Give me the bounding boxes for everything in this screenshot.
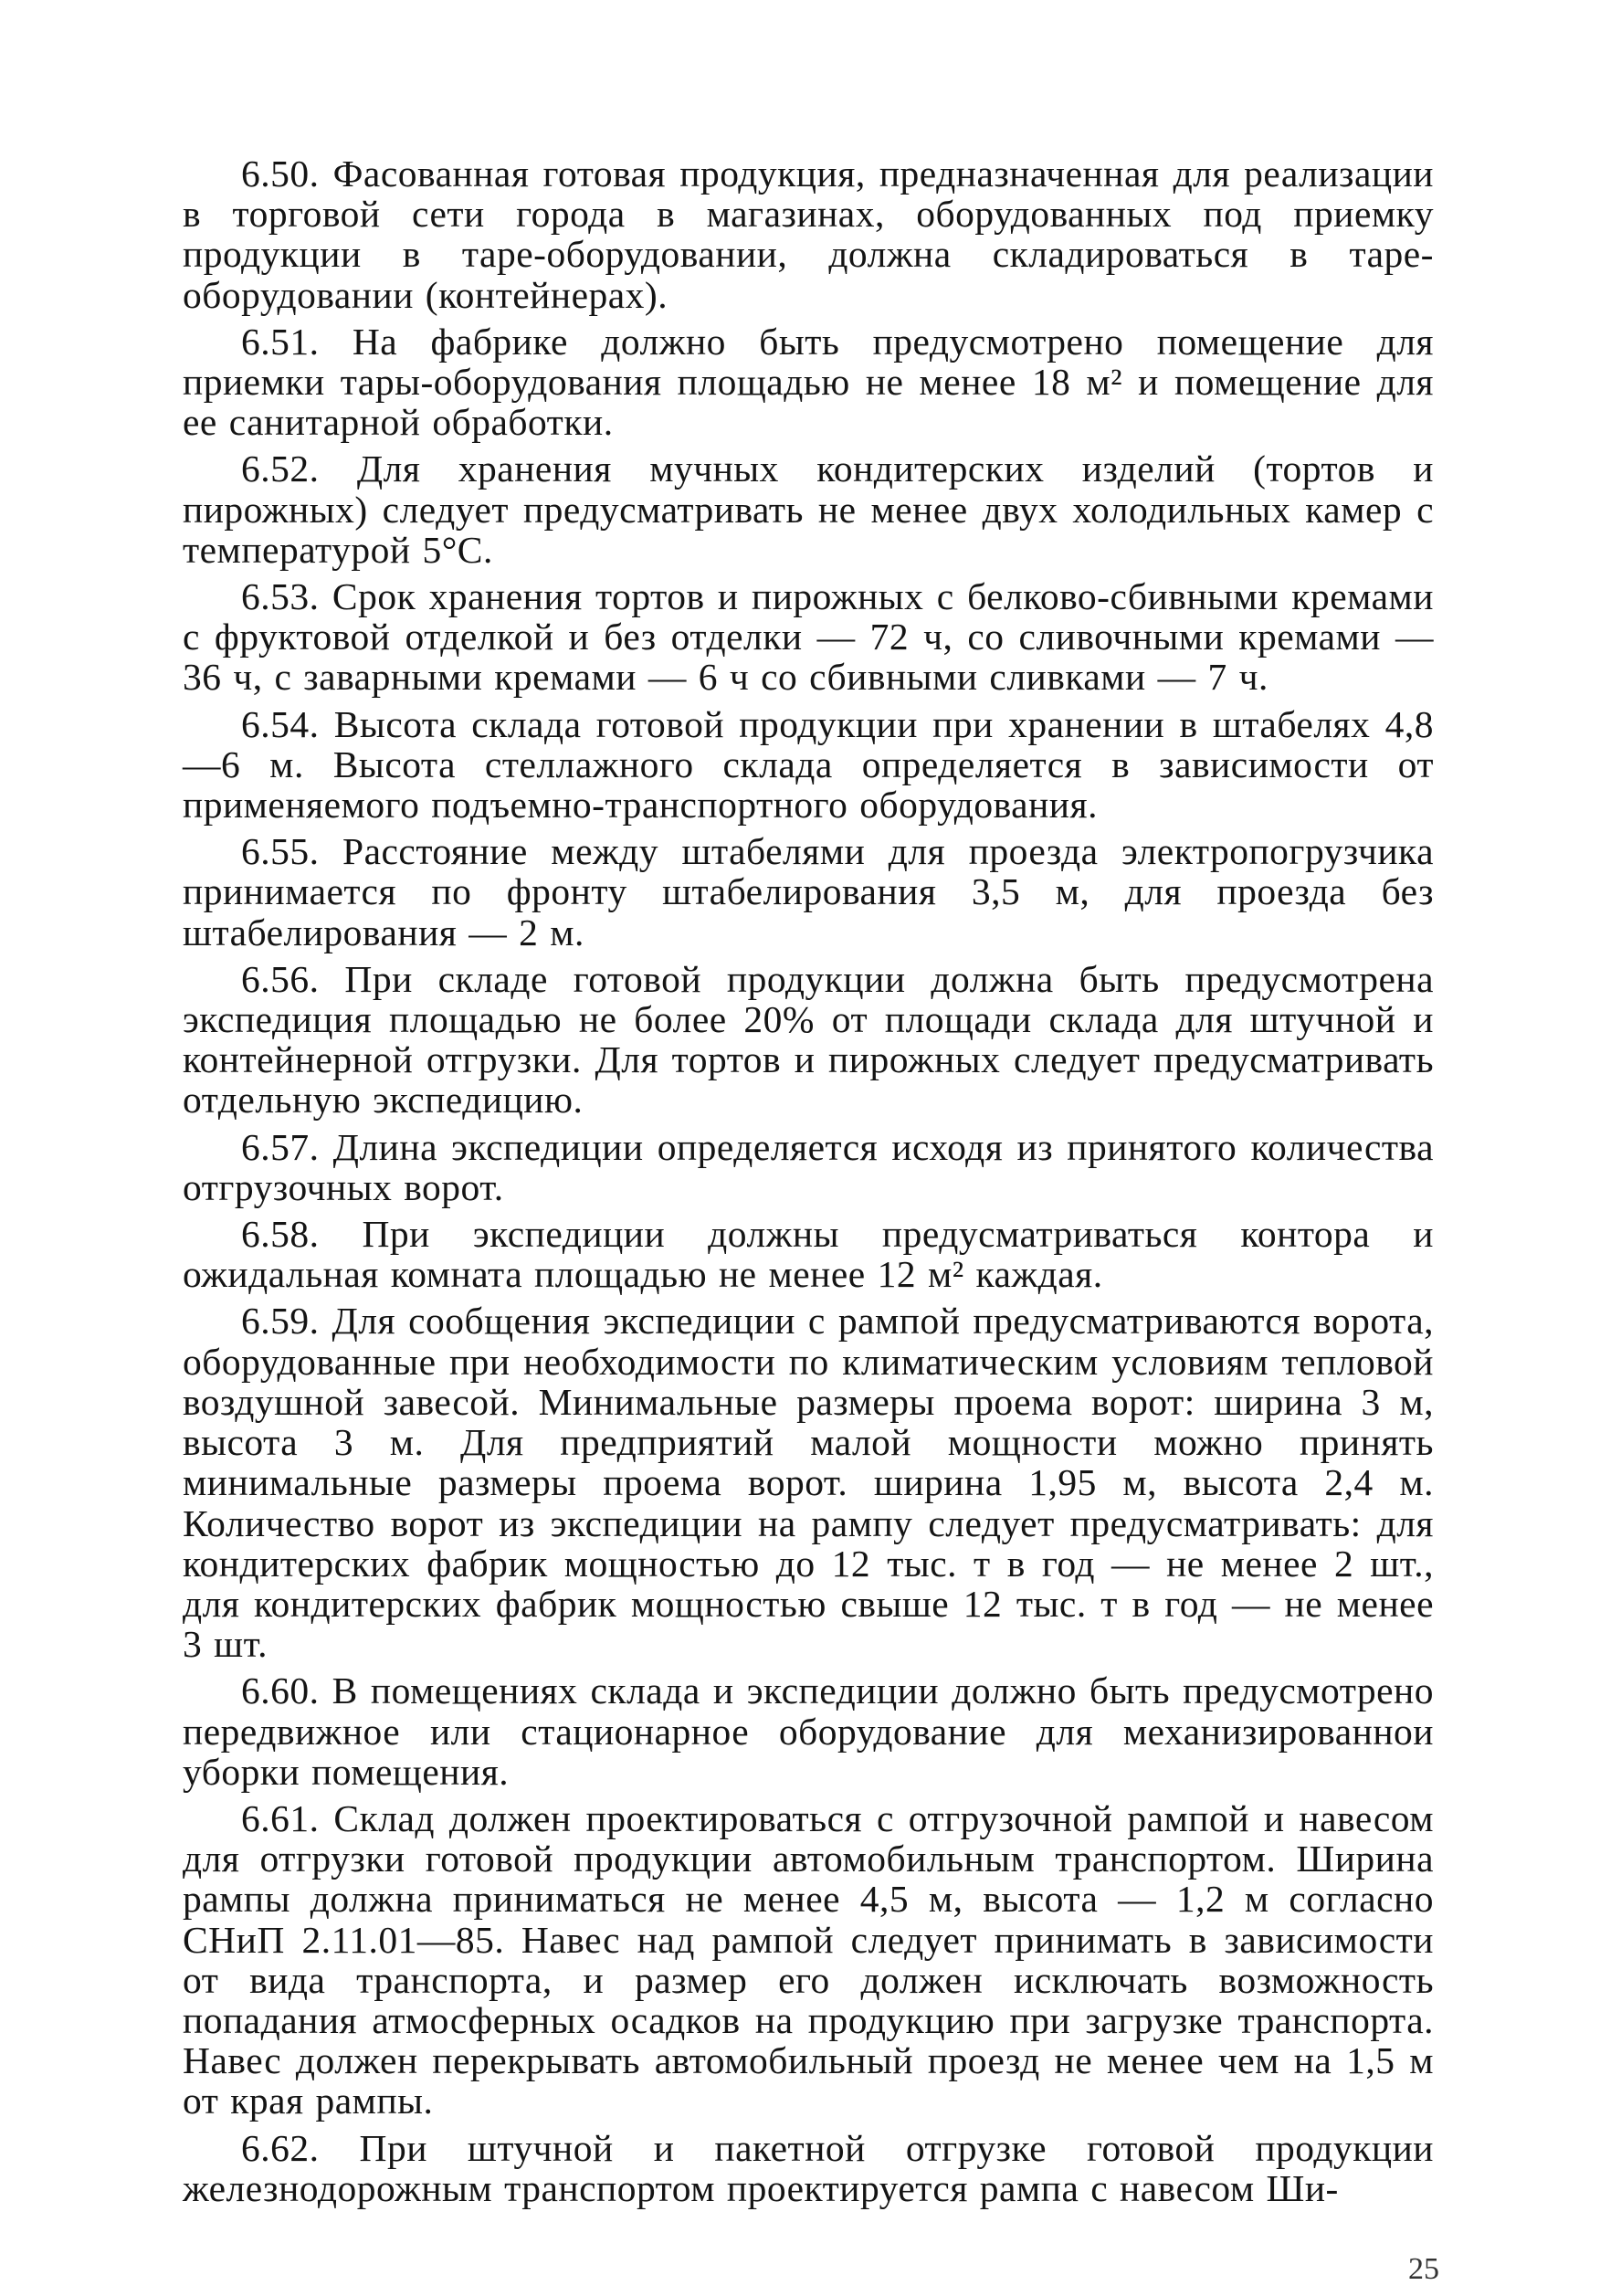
paragraph-text: Длина экспедиции определяется исходя из принятого количества отгрузочных ворот. (183, 1125, 1434, 1208)
paragraph-number: 6.62. (241, 2126, 320, 2169)
paragraph-text: Срок хранения тортов и пирожных с белково-сбивными кремами с фруктовой отделкой и без отделки — 72 ч, со сливочными кремами — 36 ч, с заварными кремами — 6 ч со сбивными сливками — 7 ч. (183, 575, 1434, 699)
paragraph-6-53 (183, 576, 1434, 698)
paragraph-6-56 (183, 959, 1434, 1121)
paragraph-number: 6.57. (241, 1125, 320, 1168)
paragraph-number: 6.61. (241, 1796, 320, 1839)
paragraph-number: 6.53. (241, 575, 320, 618)
paragraph-6-51 (183, 321, 1434, 443)
paragraph-6-50 (183, 153, 1434, 315)
paragraph-number: 6.50. (241, 153, 320, 195)
paragraph-text: Для хранения мучных кондитерских изделий (тортов и пирожных) следует предусматривать не менее двух холодильных камер с температурой 5°С. (183, 448, 1434, 571)
paragraph-number: 6.58. (241, 1213, 320, 1256)
paragraph-6-54 (183, 704, 1434, 826)
paragraph-6-52 (183, 448, 1434, 570)
paragraph-text: Склад должен проектироваться с отгрузочной рампой и навесом для отгрузки готовой продукции автомобильным транспортом. Ширина рампы должна приниматься не менее 4,5 м, высота — 1,2 м согласно СНиП 2.11.01—85. Навес над рампой следует принимать в зависимости от вида транспорта, и размер его должен исключать возможность попадания атмосферных осадков на продукцию при загрузке транспорта. Навес должен перекрывать автомобильный проезд не менее чем на 1,5 м от края рампы. (183, 1796, 1434, 2122)
paragraph-number: 6.51. (241, 320, 320, 363)
paragraph-text: При штучной и пакетной отгрузке готовой продукции железнодорожным транспортом проектируется рампа с навесом Ши- (183, 2126, 1434, 2209)
document-page (183, 153, 1434, 2215)
paragraph-6-60 (183, 1670, 1434, 1792)
paragraph-number: 6.52. (241, 448, 320, 490)
paragraph-6-61 (183, 1798, 1434, 2122)
paragraph-number: 6.60. (241, 1669, 320, 1712)
page-number: 25 (1408, 2252, 1439, 2286)
paragraph-number: 6.54. (241, 702, 320, 745)
paragraph-text: При складе готовой продукции должна быть предусмотрена экспедиция площадью не более 20% от площади склада для штучной и контейнерной отгрузки. Для тортов и пирожных следует предусматривать отдельную экспедицию. (183, 957, 1435, 1122)
paragraph-text: На фабрике должно быть предусмотрено помещение для приемки тары-оборудования площадью не менее 18 м² и помещение для ее санитарной обработки. (183, 320, 1435, 444)
paragraph-number: 6.55. (241, 830, 320, 873)
paragraph-text: При экспедиции должны предусматриваться контора и ожидальная комната площадью не менее 12 м² каждая. (183, 1213, 1435, 1296)
paragraph-text: В помещениях склада и экспедиции должно быть предусмотрено передвижное или стационарное оборудование для механизированнои уборки помещения. (183, 1669, 1434, 1793)
paragraph-text: Высота склада готовой продукции при хранении в штабелях 4,8—6 м. Высота стеллажного склада определяется в зависимости от применяемого подъемно-транспортного оборудования. (183, 702, 1435, 827)
paragraph-number: 6.59. (241, 1300, 320, 1343)
paragraph-6-58 (183, 1214, 1434, 1294)
paragraph-6-59 (183, 1301, 1434, 1664)
paragraph-text: Для сообщения экспедиции с рампой предусматриваются ворота, оборудованные при необходимости по климатическим условиям тепловой воздушной завесой. Минимальные размеры проема ворот: ширина 3 м, высота 3 м. Для предприятий малой мощности можно принять минимальные размеры проема ворот. ширина 1,95 м, высота 2,4 м. Количество ворот из экспедиции на рампу следует предусматривать: для кондитерских фабрик мощностью до 12 тыс. т в год — не менее 2 шт., для кондитерских фабрик мощностью свыше 12 тыс. т в год — не менее 3 шт. (183, 1300, 1434, 1666)
paragraph-text: Расстояние между штабелями для проезда электропогрузчика принимается по фронту штабелирования 3,5 м, для проезда без штабелирования — 2 м. (183, 830, 1434, 953)
paragraph-number: 6.56. (241, 957, 320, 1000)
paragraph-6-57 (183, 1127, 1434, 1207)
paragraph-6-62 (183, 2128, 1434, 2208)
paragraph-6-55 (183, 831, 1434, 953)
paragraph-text: Фасованная готовая продукция, предназначенная для реализации в торговой сети города в магазинах, оборудованных под приемку продукции в таре-оборудовании, должна складироваться в таре-оборудовании (контейнерах). (183, 153, 1434, 316)
